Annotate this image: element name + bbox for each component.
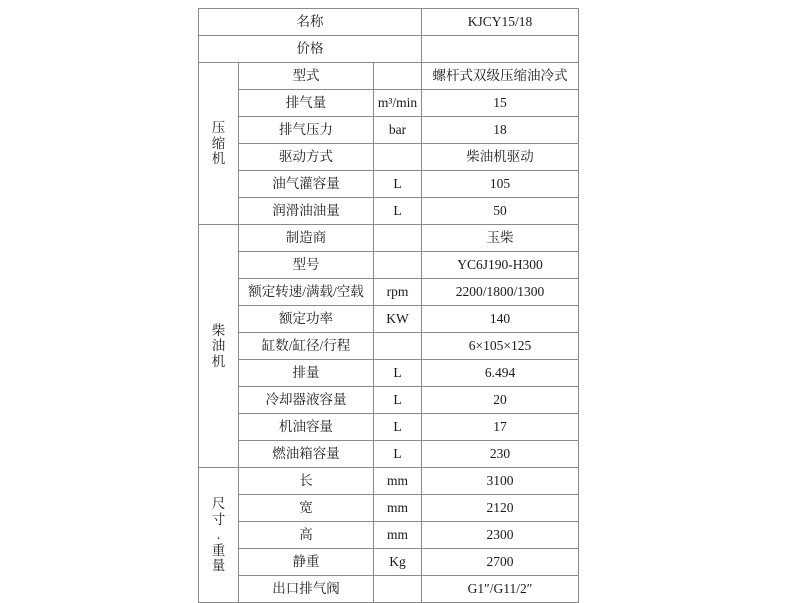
table-row: [199, 279, 579, 306]
table-row: [199, 225, 579, 252]
row-label: 型号: [239, 252, 374, 279]
row-label: 排气量: [239, 90, 374, 117]
row-unit: rpm: [374, 279, 422, 306]
row-value: 50: [422, 198, 579, 225]
row-label: 宽: [239, 495, 374, 522]
row-unit: bar: [374, 117, 422, 144]
table-row: [199, 360, 579, 387]
row-label: 冷却器液容量: [239, 387, 374, 414]
row-unit: [374, 144, 422, 171]
group-label-diesel-engine: 柴 油 机: [199, 225, 239, 468]
row-unit: m³/min: [374, 90, 422, 117]
row-label: 高: [239, 522, 374, 549]
row-value: 140: [422, 306, 579, 333]
row-unit: L: [374, 360, 422, 387]
row-value: 18: [422, 117, 579, 144]
table-row: [199, 576, 579, 603]
row-value: [422, 36, 579, 63]
table-row: [199, 441, 579, 468]
table-row: [199, 198, 579, 225]
row-value: YC6J190-H300: [422, 252, 579, 279]
row-unit: Kg: [374, 549, 422, 576]
row-unit: L: [374, 441, 422, 468]
row-label: 排量: [239, 360, 374, 387]
row-unit: [374, 63, 422, 90]
row-value: 玉柴: [422, 225, 579, 252]
row-label: 排气压力: [239, 117, 374, 144]
row-value: 230: [422, 441, 579, 468]
table-row: [199, 9, 579, 36]
table-body: [199, 9, 579, 603]
row-value: 105: [422, 171, 579, 198]
row-label: 制造商: [239, 225, 374, 252]
row-label: 价格: [199, 36, 422, 63]
table-row: [199, 306, 579, 333]
row-unit: [374, 576, 422, 603]
row-unit: mm: [374, 495, 422, 522]
row-unit: L: [374, 171, 422, 198]
table-row: [199, 36, 579, 63]
table-row: [199, 117, 579, 144]
row-label: 油气灌容量: [239, 171, 374, 198]
row-label: 润滑油油量: [239, 198, 374, 225]
row-unit: L: [374, 198, 422, 225]
row-label: 机油容量: [239, 414, 374, 441]
row-unit: mm: [374, 468, 422, 495]
row-label: 燃油箱容量: [239, 441, 374, 468]
table-row: [199, 144, 579, 171]
row-unit: L: [374, 387, 422, 414]
table-row: [199, 252, 579, 279]
row-value: 3100: [422, 468, 579, 495]
row-label: 驱动方式: [239, 144, 374, 171]
group-label-dimensions-weight: 尺 寸 . 重 量: [199, 468, 239, 603]
row-label: 名称: [199, 9, 422, 36]
table-row: [199, 171, 579, 198]
table-row: [199, 90, 579, 117]
specification-table: [198, 8, 579, 603]
row-label: 额定转速/满载/空载: [239, 279, 374, 306]
row-value: 螺杆式双级压缩油冷式: [422, 63, 579, 90]
row-value: 17: [422, 414, 579, 441]
row-label: 额定功率: [239, 306, 374, 333]
row-value: 2300: [422, 522, 579, 549]
table-row: [199, 333, 579, 360]
row-value: 柴油机驱动: [422, 144, 579, 171]
row-value: KJCY15/18: [422, 9, 579, 36]
row-label: 静重: [239, 549, 374, 576]
row-unit: [374, 252, 422, 279]
table-row: [199, 549, 579, 576]
row-unit: [374, 333, 422, 360]
table-row: [199, 468, 579, 495]
row-value: 6.494: [422, 360, 579, 387]
row-value: G1″/G11/2″: [422, 576, 579, 603]
row-unit: mm: [374, 522, 422, 549]
row-unit: [374, 225, 422, 252]
row-unit: KW: [374, 306, 422, 333]
row-value: 6×105×125: [422, 333, 579, 360]
table-row: [199, 414, 579, 441]
row-value: 2120: [422, 495, 579, 522]
row-value: 15: [422, 90, 579, 117]
table-row: [199, 522, 579, 549]
table-row: [199, 495, 579, 522]
table-row: [199, 63, 579, 90]
row-label: 缸数/缸径/行程: [239, 333, 374, 360]
row-unit: L: [374, 414, 422, 441]
row-value: 2200/1800/1300: [422, 279, 579, 306]
table-row: [199, 387, 579, 414]
row-label: 长: [239, 468, 374, 495]
row-value: 2700: [422, 549, 579, 576]
row-label: 型式: [239, 63, 374, 90]
row-label: 出口排气阀: [239, 576, 374, 603]
row-value: 20: [422, 387, 579, 414]
group-label-compressor: 压 缩 机: [199, 63, 239, 225]
